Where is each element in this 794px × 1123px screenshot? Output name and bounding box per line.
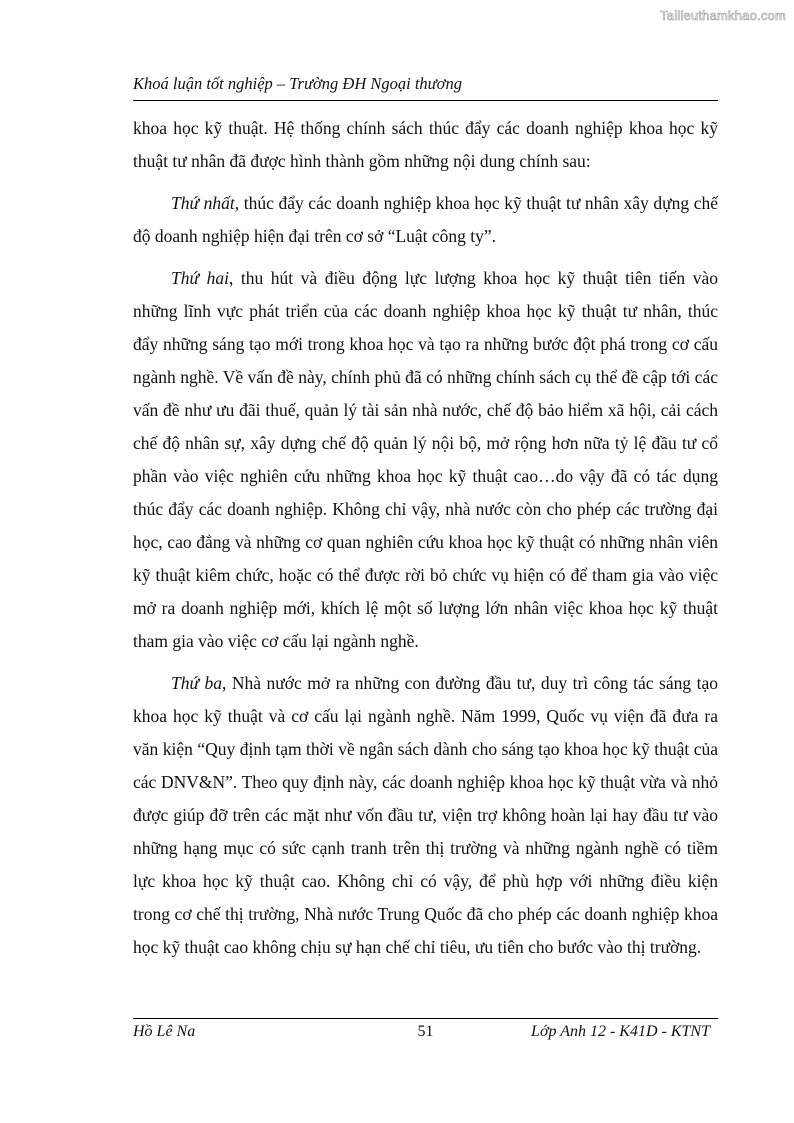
paragraph-third-point bbox=[133, 667, 718, 964]
paragraph-text: khoa học kỹ thuật. Hệ thống chính sách thúc đẩy các doanh nghiệp khoa học kỹ thuật tư nhân đã được hình thành gồm những nội dung chính sau: bbox=[133, 118, 718, 171]
paragraph-lead: Thứ nhất bbox=[171, 193, 235, 213]
page-footer bbox=[133, 1018, 718, 1047]
footer-author: Hồ Lê Na bbox=[133, 1023, 196, 1040]
paragraph-lead: Thứ ba bbox=[171, 673, 223, 693]
header-title: Khoá luận tốt nghiệp – Trường ĐH Ngoại thương bbox=[133, 74, 462, 93]
paragraph-second-point bbox=[133, 262, 718, 658]
paragraph-first-point bbox=[133, 187, 718, 253]
paragraph-intro bbox=[133, 112, 718, 178]
document-body bbox=[133, 112, 718, 973]
paragraph-text: , thu hút và điều động lực lượng khoa học kỹ thuật tiên tiến vào những lĩnh vực phát triển của các doanh nghiệp khoa học kỹ thuật tư nhân, thúc đẩy những sáng tạo mới trong khoa học và tạo ra những bước đột phá trong cơ cấu ngành nghề. Về vấn đề này, chính phủ đã có những chính sách cụ thể đề cập tới các vấn đề như ưu đãi thuế, quản lý tài sản nhà nước, chế độ bảo hiểm xã hội, cải cách chế độ nhân sự, xây dựng chế độ quản lý nội bộ, mở rộng hơn nữa tỷ lệ đầu tư cổ phần vào việc nghiên cứu những khoa học kỹ thuật cao…do vậy đã có tác dụng thúc đẩy các doanh nghiệp. Không chỉ vậy, nhà nước còn cho phép các trường đại học, cao đẳng và những cơ quan nghiên cứu khoa học kỹ thuật có những nhân viên kỹ thuật kiêm chức, hoặc có thể được rời bỏ chức vụ hiện có để tham gia vào việc mở ra doanh nghiệp mới, khích lệ một số lượng lớn nhân việc khoa học kỹ thuật tham gia vào việc cơ cấu lại ngành nghề. bbox=[133, 268, 718, 651]
footer-class-info: Lớp Anh 12 - K41D - KTNT bbox=[531, 1023, 710, 1040]
paragraph-text: , thúc đẩy các doanh nghiệp khoa học kỹ thuật tư nhân xây dựng chế độ doanh nghiệp hiện đại trên cơ sở “Luật công ty”. bbox=[133, 193, 719, 246]
watermark-text: Tailieuthamkhao.com bbox=[660, 8, 786, 23]
page-number: 51 bbox=[417, 1023, 434, 1040]
paragraph-lead: Thứ hai bbox=[171, 268, 229, 288]
page-header bbox=[133, 74, 718, 101]
paragraph-text: , Nhà nước mở ra những con đường đầu tư, duy trì công tác sáng tạo khoa học kỹ thuật và cơ cấu lại ngành nghề. Năm 1999, Quốc vụ viện đã đưa ra văn kiện “Quy định tạm thời về ngân sách dành cho sáng tạo khoa học kỹ thuật của các DNV&N”. Theo quy định này, các doanh nghiệp khoa học kỹ thuật vừa và nhỏ được giúp đỡ trên các mặt như vốn đầu tư, viện trợ không hoàn lại hay đầu tư vào những hạng mục có sức cạnh tranh trên thị trường và những ngành nghề có tiềm lực khoa học kỹ thuật cao. Không chỉ có vậy, để phù hợp với những điều kiện trong cơ chế thị trường, Nhà nước Trung Quốc đã cho phép các doanh nghiệp khoa học kỹ thuật cao không chịu sự hạn chế chỉ tiêu, ưu tiên cho bước vào thị trường. bbox=[133, 673, 718, 957]
